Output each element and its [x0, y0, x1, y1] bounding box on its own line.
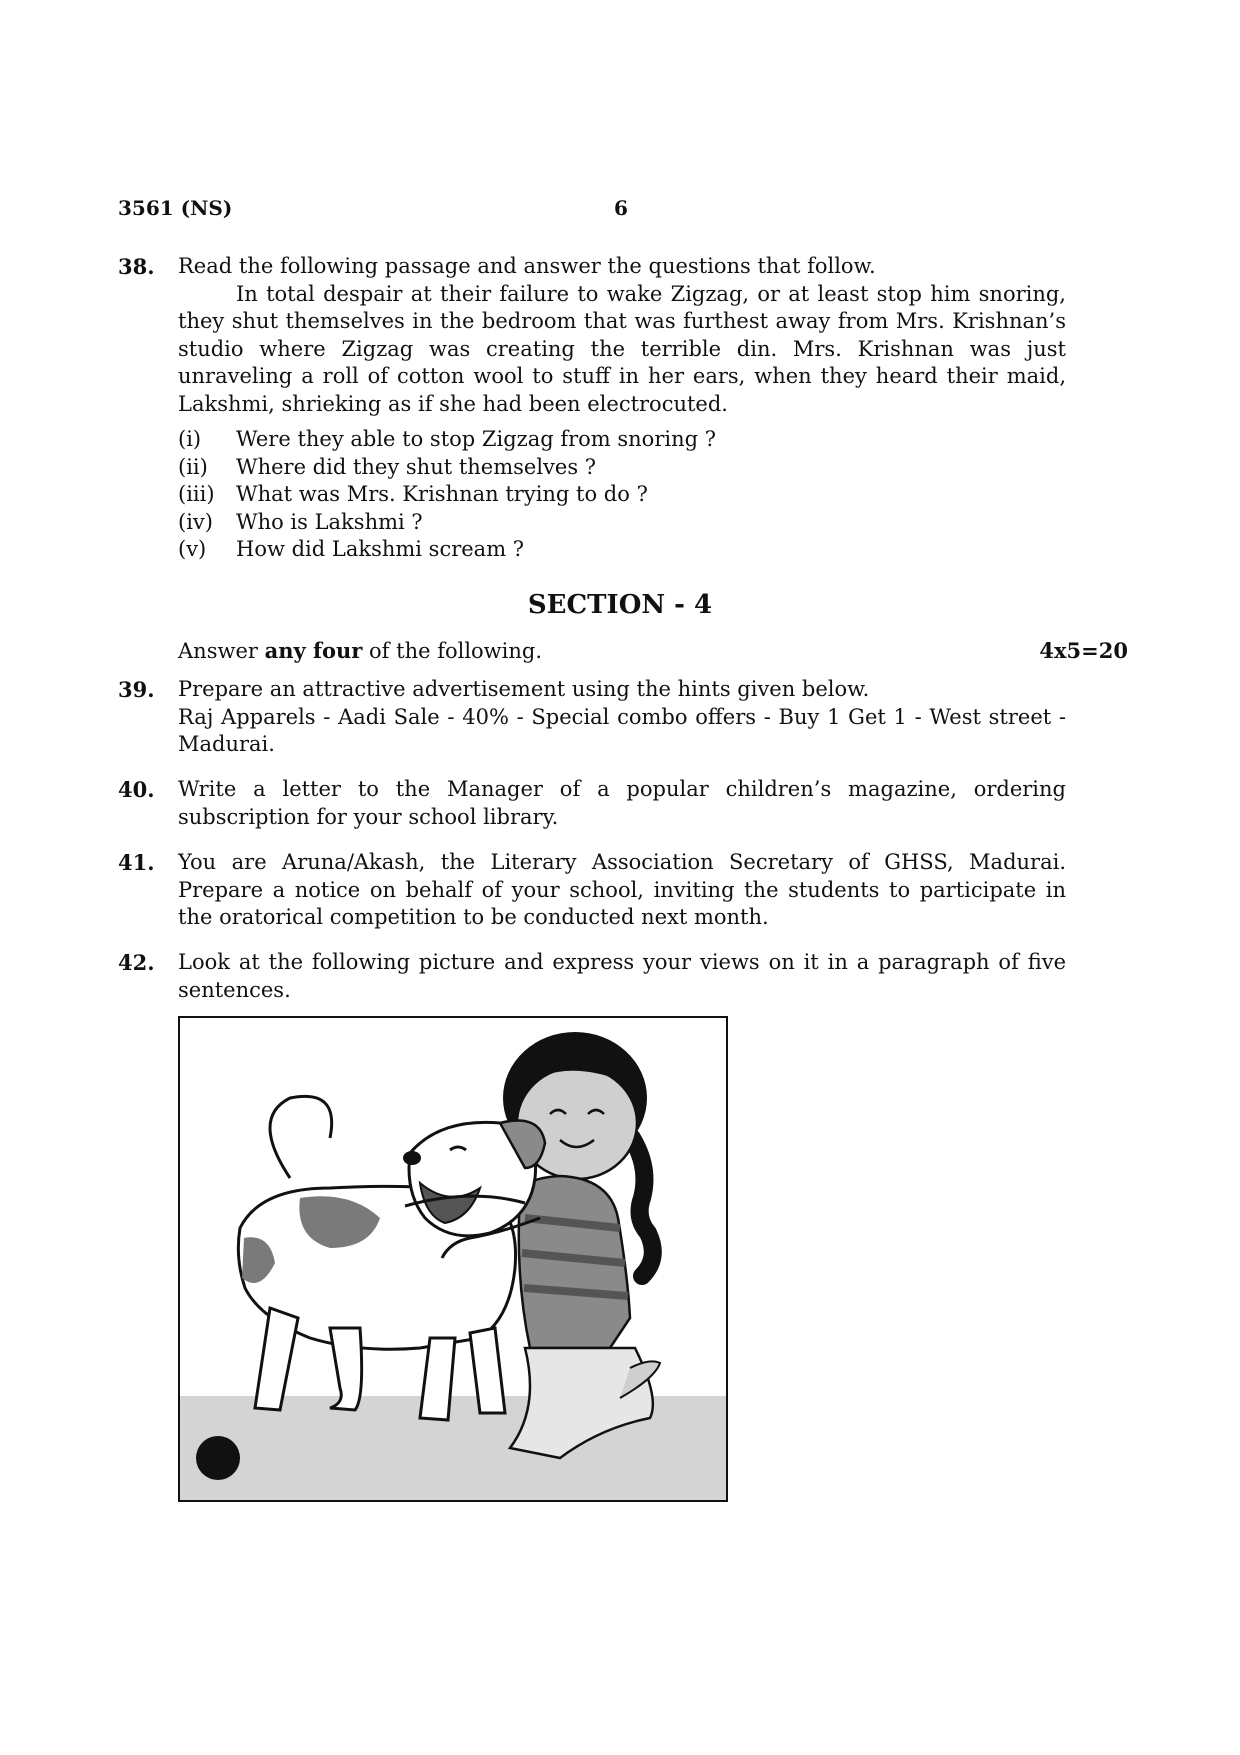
subquestion-text: Where did they shut themselves ?	[236, 454, 597, 479]
instruction-text: Answer	[178, 639, 265, 663]
question-41	[118, 849, 1066, 932]
advertisement-hints: Raj Apparels - Aadi Sale - 40% - Special combo offers - Buy 1 Get 1 - West street - Madurai.	[178, 704, 1066, 756]
question-number: 41.	[118, 850, 155, 875]
subquestion-label: (v)	[178, 537, 207, 561]
subquestion	[178, 509, 1066, 537]
subquestion-label: (i)	[178, 427, 202, 451]
ball	[196, 1436, 240, 1480]
dog-tail	[270, 1096, 332, 1178]
instruction-text-end: of the following.	[362, 639, 543, 663]
section-title: SECTION - 4	[527, 590, 713, 620]
subquestion-text: Were they able to stop Zigzag from snoring ?	[236, 427, 716, 451]
girl-braid	[632, 1138, 653, 1276]
dog-back-leg	[255, 1308, 298, 1410]
section-marks: 4x5=20	[1039, 638, 1128, 663]
subquestion-text: How did Lakshmi scream ?	[236, 537, 525, 561]
subquestion	[178, 426, 1066, 454]
subquestion	[178, 481, 1066, 509]
illustration-drawing	[180, 1018, 726, 1500]
question-number: 40.	[118, 777, 155, 802]
question-text: Write a letter to the Manager of a popular children’s magazine, ordering subscription for your school library.	[178, 777, 1066, 829]
question-text: Prepare an attractive advertisement using the hints given below.	[178, 677, 870, 701]
question-number: 38.	[118, 254, 155, 279]
dog-front-leg	[420, 1338, 455, 1420]
subquestion-label: (iii)	[178, 482, 215, 506]
subquestion-text: What was Mrs. Krishnan trying to do ?	[236, 482, 648, 506]
question-42	[118, 949, 1066, 1004]
subquestion-list	[178, 426, 1066, 564]
question-40	[118, 776, 1066, 831]
question-prompt: Read the following passage and answer the questions that follow.	[178, 254, 876, 278]
section-instruction	[178, 638, 1128, 663]
passage: In total despair at their failure to wake Zigzag, or at least stop him snoring, they shut themselves in the bedroom that was furthest away from Mrs. Krishnan’s studio where Zigzag was creating the terrible din. Mrs. Krishnan was just unraveling a roll of cotton wool to stuff in her ears, when they heard their maid, Lakshmi, shrieking as if she had been electrocuted.	[178, 281, 1066, 416]
dog-nose	[403, 1151, 421, 1165]
question-39	[118, 676, 1066, 759]
subquestion-text: Who is Lakshmi ?	[236, 509, 423, 534]
instruction-emphasis: any four	[264, 638, 363, 663]
question-text: You are Aruna/Akash, the Literary Association Secretary of GHSS, Madurai. Prepare a notice on behalf of your school, inviting the students to participate in the oratorical competition to be conducted next month.	[178, 850, 1066, 929]
subquestion-label: (ii)	[178, 454, 208, 479]
question-number: 42.	[118, 950, 155, 975]
subquestion-label: (iv)	[178, 509, 213, 534]
question-text: Look at the following picture and express your views on it in a paragraph of five sentences.	[178, 950, 1066, 1002]
page-number: 6	[614, 196, 628, 220]
question-38	[118, 253, 1066, 564]
question-number: 39.	[118, 677, 155, 702]
subquestion	[178, 536, 1066, 564]
girl-hugging-dog-illustration	[178, 1016, 728, 1502]
paper-code: 3561 (NS)	[118, 196, 233, 220]
subquestion	[178, 454, 1066, 482]
